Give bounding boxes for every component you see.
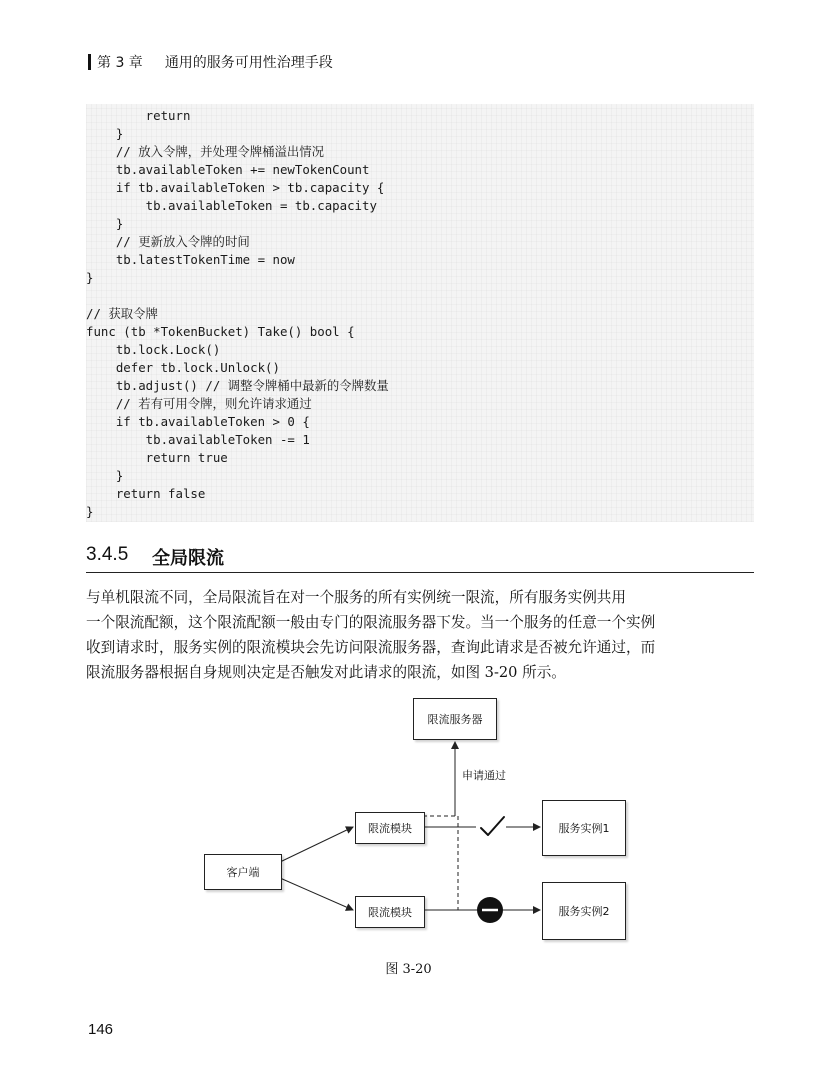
header-chapter: 第 3 章 (97, 55, 143, 71)
code-line: } (86, 126, 124, 141)
service-instance-box-1: 服务实例1 (542, 800, 626, 856)
code-line: } (86, 270, 94, 285)
code-line: tb.availableToken += newTokenCount (86, 162, 370, 177)
code-block (86, 104, 754, 522)
code-line: // 获取令牌 (86, 306, 158, 321)
rate-limit-module-box-1: 限流模块 (355, 812, 425, 844)
running-header (88, 52, 333, 72)
code-line: return true (86, 450, 228, 465)
code-line: return (86, 108, 191, 123)
paragraph-line: 一个限流配额，这个限流配额一般由专门的限流服务器下发。当一个服务的任意一个实例 (86, 614, 656, 631)
paragraph-line: 限流服务器根据自身规则决定是否触发对此请求的限流，如图 3-20 所示。 (86, 664, 566, 681)
code-line: } (86, 216, 124, 231)
code-line: } (86, 504, 94, 519)
code-line: if tb.availableToken > 0 { (86, 414, 310, 429)
header-bar (88, 54, 91, 70)
code-line: tb.availableToken -= 1 (86, 432, 310, 447)
client-box: 客户端 (204, 854, 282, 890)
rate-limit-server-box: 限流服务器 (413, 698, 497, 740)
header-title: 通用的服务可用性治理手段 (164, 55, 333, 71)
section-heading (86, 544, 754, 573)
client-to-module-1-arrow (280, 827, 353, 862)
section-number: 3.4.5 (86, 544, 129, 565)
code-line: tb.lock.Lock() (86, 342, 221, 357)
section-title: 全局限流 (152, 548, 224, 569)
code-line: tb.availableToken = tb.capacity (86, 198, 377, 213)
figure-caption: 图 3-20 (385, 962, 432, 977)
code-line: // 更新放入令牌的时间 (86, 234, 250, 249)
paragraph-line: 收到请求时，服务实例的限流模块会先访问限流服务器，查询此请求是否被允许通过，而 (86, 639, 656, 656)
request-pass-label: 申请通过 (462, 769, 506, 782)
code-line: // 若有可用令牌，则允许请求通过 (86, 396, 312, 411)
code-line: tb.adjust() // 调整令牌桶中最新的令牌数量 (86, 378, 389, 393)
module-dashed-link (423, 816, 458, 910)
page-number: 146 (88, 1021, 114, 1038)
code-line: tb.latestTokenTime = now (86, 252, 295, 267)
code-line: defer tb.lock.Unlock() (86, 360, 280, 375)
code-line: } (86, 468, 124, 483)
code-line: // 放入令牌，并处理令牌桶溢出情况 (86, 144, 325, 159)
paragraph-line: 与单机限流不同，全局限流旨在对一个服务的所有实例统一限流，所有服务实例共用 (86, 589, 626, 606)
code-line: if tb.availableToken > tb.capacity { (86, 180, 385, 195)
code-line: func (tb *TokenBucket) Take() bool { (86, 324, 355, 339)
client-to-module-2-arrow (280, 878, 353, 910)
service-instance-box-2: 服务实例2 (542, 882, 626, 940)
rate-limit-module-box-2: 限流模块 (355, 896, 425, 928)
code-line: return false (86, 486, 206, 501)
